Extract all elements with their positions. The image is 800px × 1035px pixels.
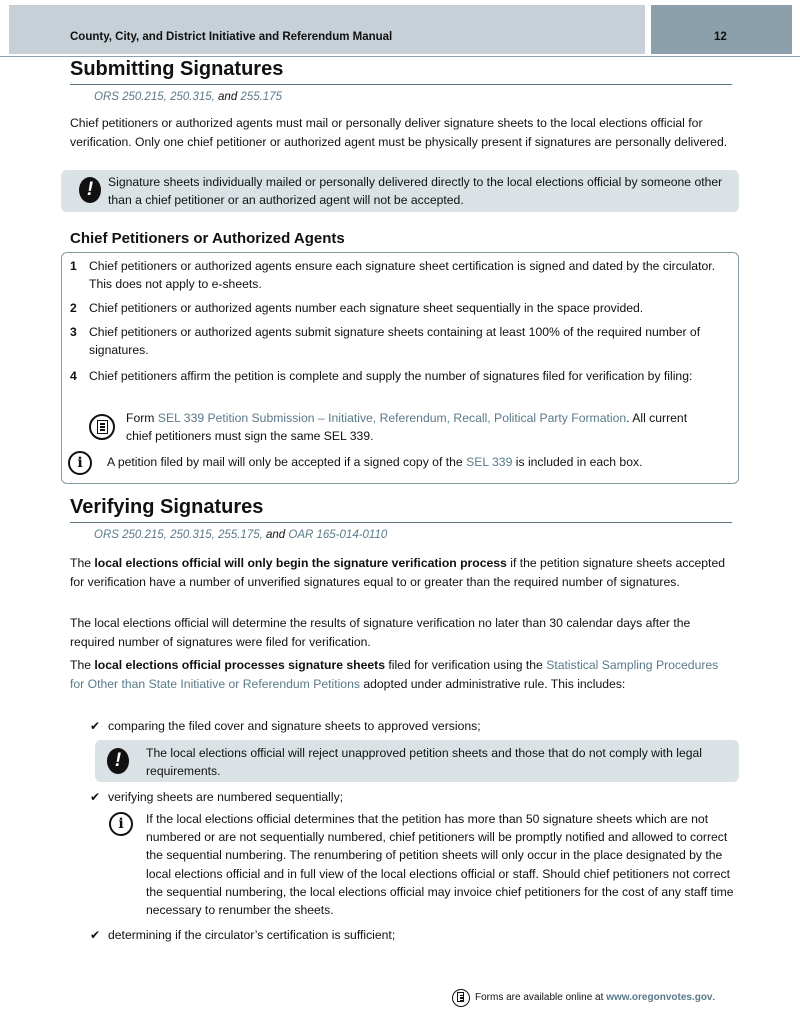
page-header bbox=[0, 0, 800, 57]
sel-339-link[interactable]: SEL 339 bbox=[466, 455, 513, 469]
warning-text: The local elections official will reject unapproved petition sheets and those that do not comply with legal requirements. bbox=[146, 746, 702, 778]
step-text: Chief petitioners or authorized agents number each signature sheet sequentially in the space provided. bbox=[89, 301, 644, 315]
step-number: 4 bbox=[70, 369, 77, 383]
warning-text: Signature sheets individually mailed or personally delivered directly to the local elections official by someone other than a chief petitioner or an authorized agent will not be accepted. bbox=[108, 175, 723, 207]
page-number: 12 bbox=[714, 31, 727, 43]
warning-callout bbox=[95, 740, 739, 782]
steps-box bbox=[61, 252, 739, 484]
step-number: 3 bbox=[70, 325, 77, 339]
check-item-text: verifying sheets are numbered sequentially; bbox=[108, 790, 344, 804]
check-item-text: determining if the circulator’s certification is sufficient; bbox=[108, 928, 396, 942]
oar-link[interactable]: OAR 165-014-0110 bbox=[288, 529, 388, 541]
checkmark-icon: ✔ bbox=[90, 928, 101, 942]
section-title-verifying: Verifying Signatures bbox=[70, 496, 264, 518]
ors-link[interactable]: ORS 250.215, 250.315, 255.175, bbox=[94, 529, 263, 541]
sel-339-form-link[interactable]: SEL 339 Petition Submission – Initiative, Referendum, Recall, Political Party Formation bbox=[157, 411, 627, 425]
ors-link[interactable]: ORS 250.215, 250.315, bbox=[94, 91, 215, 103]
step-text: Chief petitioners or authorized agents ensure each signature sheet certification is signed and dated by the circulator. This does not apply to e-sheets. bbox=[89, 259, 716, 291]
checkmark-icon: ✔ bbox=[90, 790, 101, 804]
exclamation-icon: ! bbox=[79, 177, 101, 203]
header-title-band bbox=[9, 5, 645, 54]
header-page-band bbox=[651, 5, 792, 54]
step-text: Chief petitioners or authorized agents submit signature sheets containing at least 100% of the required number of signatures. bbox=[89, 325, 701, 357]
statute-references: ORS 250.215, 250.315, and 255.175 bbox=[94, 91, 282, 103]
form-document-icon bbox=[452, 989, 470, 1007]
verification-process-paragraph: The local elections official processes signature sheets filed for verification using the Statistical Sampling Procedures for Other than State Initiative or Referendum Petitions adopted under administrative rule. This includes: bbox=[70, 658, 719, 691]
statute-references: ORS 250.215, 250.315, 255.175, and OAR 165-014-0110 bbox=[94, 529, 388, 541]
verification-timeline-paragraph: The local elections official will determine the results of signature verification no later than 30 calendar days after the required number of signatures were filed for verification. bbox=[70, 616, 691, 649]
exclamation-icon: ! bbox=[107, 748, 129, 774]
step-text: Chief petitioners affirm the petition is complete and supply the number of signatures filed for verification by filing: bbox=[89, 369, 693, 383]
sampling-procedures-link[interactable]: Statistical Sampling Procedures for Other than State Initiative or Referendum Petitions bbox=[70, 658, 719, 691]
ors-link[interactable]: 255.175 bbox=[240, 91, 282, 103]
step-number: 1 bbox=[70, 259, 77, 273]
info-icon: i bbox=[109, 812, 133, 836]
form-document-icon bbox=[89, 414, 115, 440]
check-item-text: comparing the filed cover and signature sheets to approved versions; bbox=[108, 719, 481, 733]
verification-begin-paragraph: The local elections official will only begin the signature verification process if the petition signature sheets accepted for verification have a number of unverified signatures equal to or greater than the required number of signatures. bbox=[70, 556, 726, 589]
section-rule bbox=[70, 84, 732, 85]
step-number: 2 bbox=[70, 301, 77, 315]
subsection-title-chief: Chief Petitioners or Authorized Agents bbox=[70, 230, 345, 247]
form-note: Form SEL 339 Petition Submission – Initiative, Referendum, Recall, Political Party Formation. All current chief petitioners must sign the same SEL 339. bbox=[126, 411, 688, 443]
info-note: A petition filed by mail will only be accepted if a signed copy of the SEL 339 is included in each box. bbox=[107, 455, 643, 469]
submitting-paragraph: Chief petitioners or authorized agents must mail or personally deliver signature sheets to the local elections official for verification. Only one chief petitioner or authorized agent must be physically present if signatures are personally delivered. bbox=[70, 116, 728, 149]
info-icon: i bbox=[68, 451, 92, 475]
manual-title: County, City, and District Initiative and Referendum Manual bbox=[70, 31, 393, 43]
section-title-submitting: Submitting Signatures bbox=[70, 58, 284, 80]
warning-callout bbox=[61, 170, 739, 212]
checkmark-icon: ✔ bbox=[90, 719, 101, 733]
numbering-info-text: If the local elections official determines that the petition has more than 50 signature sheets which are not numbered or are not sequentially numbered, chief petitioners will be promptly notified and allowed to correct the sequential numbering. The renumbering of petition sheets will only occur in the place designated by the local elections official and in full view of the local elections official or staff. Should chief petitioners not correct the sequential numbering, the local elections official may invoice chief petitioners for the cost of any staff time necessary to renumber the sheets. bbox=[146, 812, 734, 918]
section-rule bbox=[70, 522, 732, 523]
oregonvotes-link[interactable]: www.oregonvotes.gov bbox=[606, 992, 713, 1003]
footer-text: Forms are available online at www.oregonvotes.gov. bbox=[475, 992, 716, 1003]
